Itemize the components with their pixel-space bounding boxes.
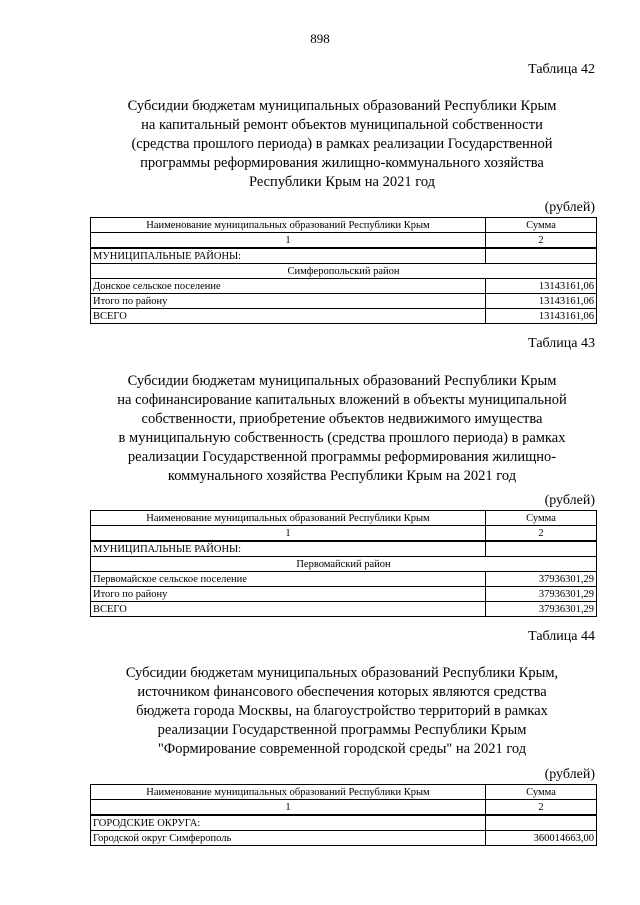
table-43-units: (рублей) (544, 493, 595, 508)
table-42-label: Таблица 42 (528, 62, 595, 77)
entity-name: Донское сельское поселение (91, 279, 486, 294)
section-label: МУНИЦИПАЛЬНЫЕ РАЙОНЫ: (91, 541, 486, 557)
table-43-title: Субсидии бюджетам муниципальных образований Республики Крым на софинансирование капитальных вложений в объекты муниципальной собственности, приобретение объектов недвижимого имущества в муниципальную собственность (средства прошлого периода) в рамках реализации Государственной программы реформирования жилищно- коммунального хозяйства Республики Крым на 2021 год (117, 373, 567, 484)
section-row (91, 541, 597, 557)
column-number-row (91, 800, 597, 816)
total-sum: 37936301,29 (486, 602, 597, 617)
column-number-row (91, 526, 597, 542)
table-header-row (91, 511, 597, 526)
column-number-2: 2 (486, 233, 597, 249)
column-number-2: 2 (486, 800, 597, 816)
table-42-title: Субсидии бюджетам муниципальных образований Республики Крым на капитальный ремонт объектов муниципальной собственности (средства прошлого периода) в рамках реализации Государственной программы реформирования жилищно-коммунального хозяйства Республики Крым на 2021 год (127, 98, 557, 190)
district-name: Симферопольский район (91, 264, 597, 279)
table-44 (90, 784, 597, 846)
entity-name: Первомайское сельское поселение (91, 572, 486, 587)
column-header-name: Наименование муниципальных образований Республики Крым (91, 511, 486, 526)
section-row (91, 248, 597, 264)
column-header-sum: Сумма (486, 218, 597, 233)
total-row (91, 602, 597, 617)
table-43-label: Таблица 43 (528, 336, 595, 351)
district-row (91, 557, 597, 572)
table-42 (90, 217, 597, 324)
subtotal-label: Итого по району (91, 294, 486, 309)
district-row (91, 264, 597, 279)
column-header-sum: Сумма (486, 785, 597, 800)
entity-name: Городской округ Симферополь (91, 831, 486, 846)
column-number-1: 1 (91, 526, 486, 542)
section-sum-empty (486, 541, 597, 557)
subtotal-sum: 13143161,06 (486, 294, 597, 309)
section-sum-empty (486, 248, 597, 264)
column-header-name: Наименование муниципальных образований Республики Крым (91, 785, 486, 800)
table-44-title: Субсидии бюджетам муниципальных образований Республики Крым, источником финансового обеспечения которых являются средства бюджета города Москвы, на благоустройство территорий в рамках реализации Государственной программы Республики Крым "Формирование современной городской среды" на 2021 год (125, 665, 559, 757)
column-header-name: Наименование муниципальных образований Республики Крым (91, 218, 486, 233)
entity-sum: 13143161,06 (486, 279, 597, 294)
subtotal-row (91, 587, 597, 602)
page-number: 898 (310, 31, 330, 46)
total-sum: 13143161,06 (486, 309, 597, 324)
table-43 (90, 510, 597, 617)
table-44-label: Таблица 44 (528, 629, 595, 644)
section-row (91, 815, 597, 831)
district-name: Первомайский район (91, 557, 597, 572)
section-label: ГОРОДСКИЕ ОКРУГА: (91, 815, 486, 831)
table-header-row (91, 785, 597, 800)
column-number-row (91, 233, 597, 249)
subtotal-label: Итого по району (91, 587, 486, 602)
entity-sum: 360014663,00 (486, 831, 597, 846)
table-row (91, 572, 597, 587)
column-number-1: 1 (91, 800, 486, 816)
table-row (91, 831, 597, 846)
table-row (91, 279, 597, 294)
table-42-units: (рублей) (544, 200, 595, 215)
total-label: ВСЕГО (91, 309, 486, 324)
total-row (91, 309, 597, 324)
section-sum-empty (486, 815, 597, 831)
column-number-2: 2 (486, 526, 597, 542)
table-header-row (91, 218, 597, 233)
column-header-sum: Сумма (486, 511, 597, 526)
section-label: МУНИЦИПАЛЬНЫЕ РАЙОНЫ: (91, 248, 486, 264)
subtotal-sum: 37936301,29 (486, 587, 597, 602)
subtotal-row (91, 294, 597, 309)
total-label: ВСЕГО (91, 602, 486, 617)
entity-sum: 37936301,29 (486, 572, 597, 587)
table-44-units: (рублей) (544, 767, 595, 782)
column-number-1: 1 (91, 233, 486, 249)
